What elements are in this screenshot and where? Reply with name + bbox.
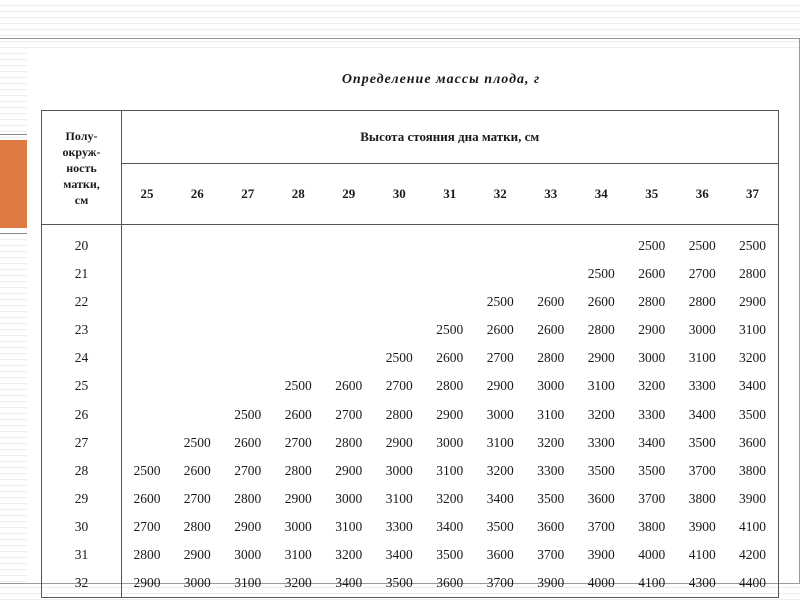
table-cell: 3100 bbox=[486, 434, 514, 450]
table-cell: 2600 bbox=[183, 462, 211, 478]
table-cell bbox=[526, 260, 577, 288]
table-cell: 2900 bbox=[436, 406, 464, 422]
table-cell: 2600 bbox=[436, 350, 464, 366]
table-card bbox=[27, 50, 799, 590]
table-cell: 2500 bbox=[587, 266, 615, 282]
table-cell: 3400 bbox=[638, 434, 666, 450]
column-header: 29 bbox=[324, 164, 375, 225]
table-cell: 2700 bbox=[688, 266, 716, 282]
table-cell: 2500 bbox=[436, 322, 464, 338]
column-header: 31 bbox=[425, 164, 476, 225]
table-cell: 2900 bbox=[284, 490, 312, 506]
table-cell bbox=[324, 260, 375, 288]
table-cell bbox=[223, 232, 274, 260]
table-cell bbox=[374, 316, 425, 344]
table-cell bbox=[223, 344, 274, 372]
table-cell bbox=[475, 260, 526, 288]
table-cell bbox=[526, 232, 577, 260]
table-cell: 3100 bbox=[688, 350, 716, 366]
table-cell: 2500 bbox=[284, 378, 312, 394]
table-cell bbox=[576, 232, 627, 260]
table-cell: 3600 bbox=[587, 490, 615, 506]
table-cell bbox=[273, 232, 324, 260]
table-cell: 2700 bbox=[284, 434, 312, 450]
table-cell: 2900 bbox=[486, 378, 514, 394]
table-cell: 2800 bbox=[728, 260, 779, 288]
table-row bbox=[42, 541, 779, 569]
table-cell: 3400 bbox=[324, 569, 375, 598]
table-cell: 3000 bbox=[638, 350, 666, 366]
table-cell: 3300 bbox=[638, 406, 666, 422]
table-cell: 2900 bbox=[183, 546, 211, 562]
table-cell: 3100 bbox=[223, 569, 274, 598]
table-cell: 3500 bbox=[688, 434, 716, 450]
table-cell: 3100 bbox=[335, 518, 363, 534]
table-cell: 3800 bbox=[638, 518, 666, 534]
table-row bbox=[42, 457, 779, 485]
table-cell: 2500 bbox=[234, 406, 262, 422]
table-cell: 4300 bbox=[677, 569, 728, 598]
table-row bbox=[42, 429, 779, 457]
table-cell: 3100 bbox=[436, 462, 464, 478]
table-cell: 3200 bbox=[273, 569, 324, 598]
table-cell bbox=[172, 344, 223, 372]
table-cell: 4000 bbox=[576, 569, 627, 598]
table-cell bbox=[172, 232, 223, 260]
table-cell: 3000 bbox=[486, 406, 514, 422]
table-cell: 3500 bbox=[638, 462, 666, 478]
row-label: 26 bbox=[42, 401, 122, 429]
row-label: 20 bbox=[42, 232, 122, 260]
table-cell: 3200 bbox=[335, 546, 363, 562]
row-label: 24 bbox=[42, 344, 122, 372]
table-cell: 3500 bbox=[728, 401, 779, 429]
table-cell bbox=[122, 401, 173, 429]
table-cell: 2800 bbox=[638, 294, 666, 310]
column-header: 26 bbox=[172, 164, 223, 225]
table-cell bbox=[223, 372, 274, 400]
table-cell: 3100 bbox=[385, 490, 413, 506]
table-cell: 2800 bbox=[183, 518, 211, 534]
table-cell: 3800 bbox=[728, 457, 779, 485]
table-cell bbox=[172, 316, 223, 344]
table-row bbox=[42, 372, 779, 400]
table-cell: 4000 bbox=[638, 546, 666, 562]
table-cell bbox=[172, 401, 223, 429]
table-cell: 2900 bbox=[587, 350, 615, 366]
table-cell bbox=[374, 288, 425, 316]
table-cell: 3800 bbox=[688, 490, 716, 506]
table-cell: 3300 bbox=[587, 434, 615, 450]
table-cell: 3200 bbox=[587, 406, 615, 422]
accent-bottom-rule bbox=[0, 233, 27, 234]
table-cell: 3500 bbox=[436, 546, 464, 562]
table-cell bbox=[122, 372, 173, 400]
table-cell: 2800 bbox=[688, 294, 716, 310]
table-row bbox=[42, 316, 779, 344]
table-row bbox=[42, 344, 779, 372]
table-cell: 2800 bbox=[436, 378, 464, 394]
table-cell: 3200 bbox=[638, 378, 666, 394]
table-cell: 3700 bbox=[475, 569, 526, 598]
table-row bbox=[42, 569, 779, 598]
table-cell: 2800 bbox=[335, 434, 363, 450]
table-cell: 3000 bbox=[172, 569, 223, 598]
column-header: 37 bbox=[728, 164, 779, 225]
row-header bbox=[42, 111, 122, 225]
column-header: 32 bbox=[475, 164, 526, 225]
table-cell bbox=[273, 260, 324, 288]
table-cell bbox=[374, 260, 425, 288]
column-header: 27 bbox=[223, 164, 274, 225]
table-cell bbox=[122, 316, 173, 344]
table-cell: 2700 bbox=[234, 462, 262, 478]
row-header-line: матки, bbox=[63, 176, 100, 191]
table-cell: 3700 bbox=[638, 490, 666, 506]
table-cell: 2600 bbox=[486, 322, 514, 338]
fetal-mass-table bbox=[41, 110, 779, 598]
row-label: 32 bbox=[42, 569, 122, 598]
table-cell bbox=[273, 288, 324, 316]
table-cell: 3600 bbox=[728, 429, 779, 457]
table-cell: 3600 bbox=[537, 518, 565, 534]
table-cell: 2600 bbox=[234, 434, 262, 450]
table-row bbox=[42, 485, 779, 513]
table-cell bbox=[324, 232, 375, 260]
table-cell: 3000 bbox=[436, 434, 464, 450]
table-cell: 2700 bbox=[385, 378, 413, 394]
table-cell: 4400 bbox=[728, 569, 779, 598]
table-cell: 3700 bbox=[688, 462, 716, 478]
table-row bbox=[42, 513, 779, 541]
table-cell: 2900 bbox=[234, 518, 262, 534]
table-cell: 3400 bbox=[688, 406, 716, 422]
table-cell: 2900 bbox=[335, 462, 363, 478]
table-cell: 3900 bbox=[728, 485, 779, 513]
column-group-header: Высота стояния дна матки, см bbox=[122, 111, 779, 164]
table-cell: 3000 bbox=[284, 518, 312, 534]
table-cell: 3900 bbox=[526, 569, 577, 598]
table-cell: 3100 bbox=[284, 546, 312, 562]
table-cell: 4200 bbox=[728, 541, 779, 569]
column-header: 35 bbox=[627, 164, 678, 225]
column-header: 30 bbox=[374, 164, 425, 225]
table-cell bbox=[273, 316, 324, 344]
table-cell: 3900 bbox=[688, 518, 716, 534]
table-cell: 3300 bbox=[385, 518, 413, 534]
table-cell: 3700 bbox=[587, 518, 615, 534]
table-cell: 3500 bbox=[486, 518, 514, 534]
table-cell bbox=[425, 232, 476, 260]
table-cell bbox=[122, 344, 173, 372]
table-cell: 2600 bbox=[587, 294, 615, 310]
row-label: 30 bbox=[42, 513, 122, 541]
column-header: 28 bbox=[273, 164, 324, 225]
table-cell: 3600 bbox=[425, 569, 476, 598]
table-cell: 3000 bbox=[537, 378, 565, 394]
table-cell bbox=[273, 344, 324, 372]
table-cell: 2700 bbox=[335, 406, 363, 422]
table-cell: 3000 bbox=[688, 322, 716, 338]
table-cell: 2700 bbox=[133, 518, 161, 534]
table-cell: 2900 bbox=[385, 434, 413, 450]
row-label: 29 bbox=[42, 485, 122, 513]
table-cell: 2800 bbox=[133, 546, 161, 562]
column-header: 33 bbox=[526, 164, 577, 225]
table-title: Определение массы плода, г bbox=[341, 72, 541, 87]
table-cell: 3100 bbox=[537, 406, 565, 422]
table-body bbox=[42, 225, 779, 598]
table-cell: 2900 bbox=[122, 569, 173, 598]
table-cell: 2600 bbox=[335, 378, 363, 394]
table-cell: 2500 bbox=[728, 232, 779, 260]
column-header: 25 bbox=[122, 164, 173, 225]
table-cell: 3000 bbox=[385, 462, 413, 478]
row-label: 22 bbox=[42, 288, 122, 316]
table-cell: 3100 bbox=[587, 378, 615, 394]
table-cell: 3500 bbox=[537, 490, 565, 506]
table-cell: 3500 bbox=[587, 462, 615, 478]
table-cell: 2500 bbox=[133, 462, 161, 478]
table-cell: 2500 bbox=[183, 434, 211, 450]
table-cell: 2500 bbox=[638, 238, 666, 254]
accent-top-rule bbox=[0, 134, 27, 135]
column-header-row bbox=[42, 164, 779, 225]
table-cell: 2800 bbox=[537, 350, 565, 366]
slide-top-rule bbox=[0, 38, 800, 39]
table-cell bbox=[324, 288, 375, 316]
table-cell bbox=[172, 288, 223, 316]
table-cell: 4100 bbox=[728, 513, 779, 541]
table-cell: 3200 bbox=[537, 434, 565, 450]
table-cell: 2600 bbox=[638, 266, 666, 282]
table-cell bbox=[122, 288, 173, 316]
table-cell: 2800 bbox=[234, 490, 262, 506]
table-cell bbox=[324, 316, 375, 344]
table-cell: 2800 bbox=[385, 406, 413, 422]
table-cell: 2600 bbox=[133, 490, 161, 506]
table-cell: 2500 bbox=[486, 294, 514, 310]
table-cell: 3100 bbox=[728, 316, 779, 344]
table-cell bbox=[172, 260, 223, 288]
row-label: 23 bbox=[42, 316, 122, 344]
table-cell: 2800 bbox=[587, 322, 615, 338]
table-cell bbox=[374, 232, 425, 260]
table-cell bbox=[223, 260, 274, 288]
table-cell bbox=[122, 429, 173, 457]
table-cell: 2900 bbox=[728, 288, 779, 316]
table-cell: 2500 bbox=[688, 238, 716, 254]
table-cell bbox=[425, 260, 476, 288]
table-cell bbox=[223, 288, 274, 316]
table-cell: 3600 bbox=[486, 546, 514, 562]
row-header-line: см bbox=[74, 192, 89, 207]
row-label: 21 bbox=[42, 260, 122, 288]
row-header-line: Полу- bbox=[65, 128, 98, 143]
table-cell: 3900 bbox=[587, 546, 615, 562]
row-header-line: ность bbox=[66, 160, 97, 175]
row-label: 25 bbox=[42, 372, 122, 400]
column-header: 34 bbox=[576, 164, 627, 225]
table-cell: 3700 bbox=[537, 546, 565, 562]
table-cell: 2900 bbox=[638, 322, 666, 338]
table-cell bbox=[122, 260, 173, 288]
table-cell: 3000 bbox=[234, 546, 262, 562]
table-cell bbox=[172, 372, 223, 400]
table-cell: 2700 bbox=[486, 350, 514, 366]
table-cell: 3500 bbox=[374, 569, 425, 598]
table-cell: 3000 bbox=[335, 490, 363, 506]
table-cell: 2500 bbox=[385, 350, 413, 366]
table-cell bbox=[425, 288, 476, 316]
table-cell: 4100 bbox=[627, 569, 678, 598]
table-cell: 3200 bbox=[486, 462, 514, 478]
row-label: 28 bbox=[42, 457, 122, 485]
table-cell: 4100 bbox=[688, 546, 716, 562]
table-cell: 3300 bbox=[688, 378, 716, 394]
table-cell: 2800 bbox=[284, 462, 312, 478]
table-cell: 3200 bbox=[728, 344, 779, 372]
table-row bbox=[42, 288, 779, 316]
spacer-row bbox=[42, 225, 779, 233]
accent-block bbox=[0, 140, 27, 228]
table-cell: 3400 bbox=[486, 490, 514, 506]
table-cell: 2600 bbox=[537, 294, 565, 310]
row-header-line: окруж- bbox=[62, 144, 101, 159]
table-cell bbox=[324, 344, 375, 372]
table-cell bbox=[122, 232, 173, 260]
table-row bbox=[42, 401, 779, 429]
table-cell bbox=[223, 316, 274, 344]
table-cell: 2600 bbox=[537, 322, 565, 338]
table-row bbox=[42, 232, 779, 260]
table-cell: 3300 bbox=[537, 462, 565, 478]
table-row bbox=[42, 260, 779, 288]
table-cell: 3400 bbox=[728, 372, 779, 400]
column-header: 36 bbox=[677, 164, 728, 225]
table-cell: 3200 bbox=[436, 490, 464, 506]
row-label: 31 bbox=[42, 541, 122, 569]
table-cell: 3400 bbox=[385, 546, 413, 562]
table-cell: 2700 bbox=[183, 490, 211, 506]
table-cell: 2600 bbox=[284, 406, 312, 422]
table-cell bbox=[475, 232, 526, 260]
row-label: 27 bbox=[42, 429, 122, 457]
table-cell: 3400 bbox=[436, 518, 464, 534]
